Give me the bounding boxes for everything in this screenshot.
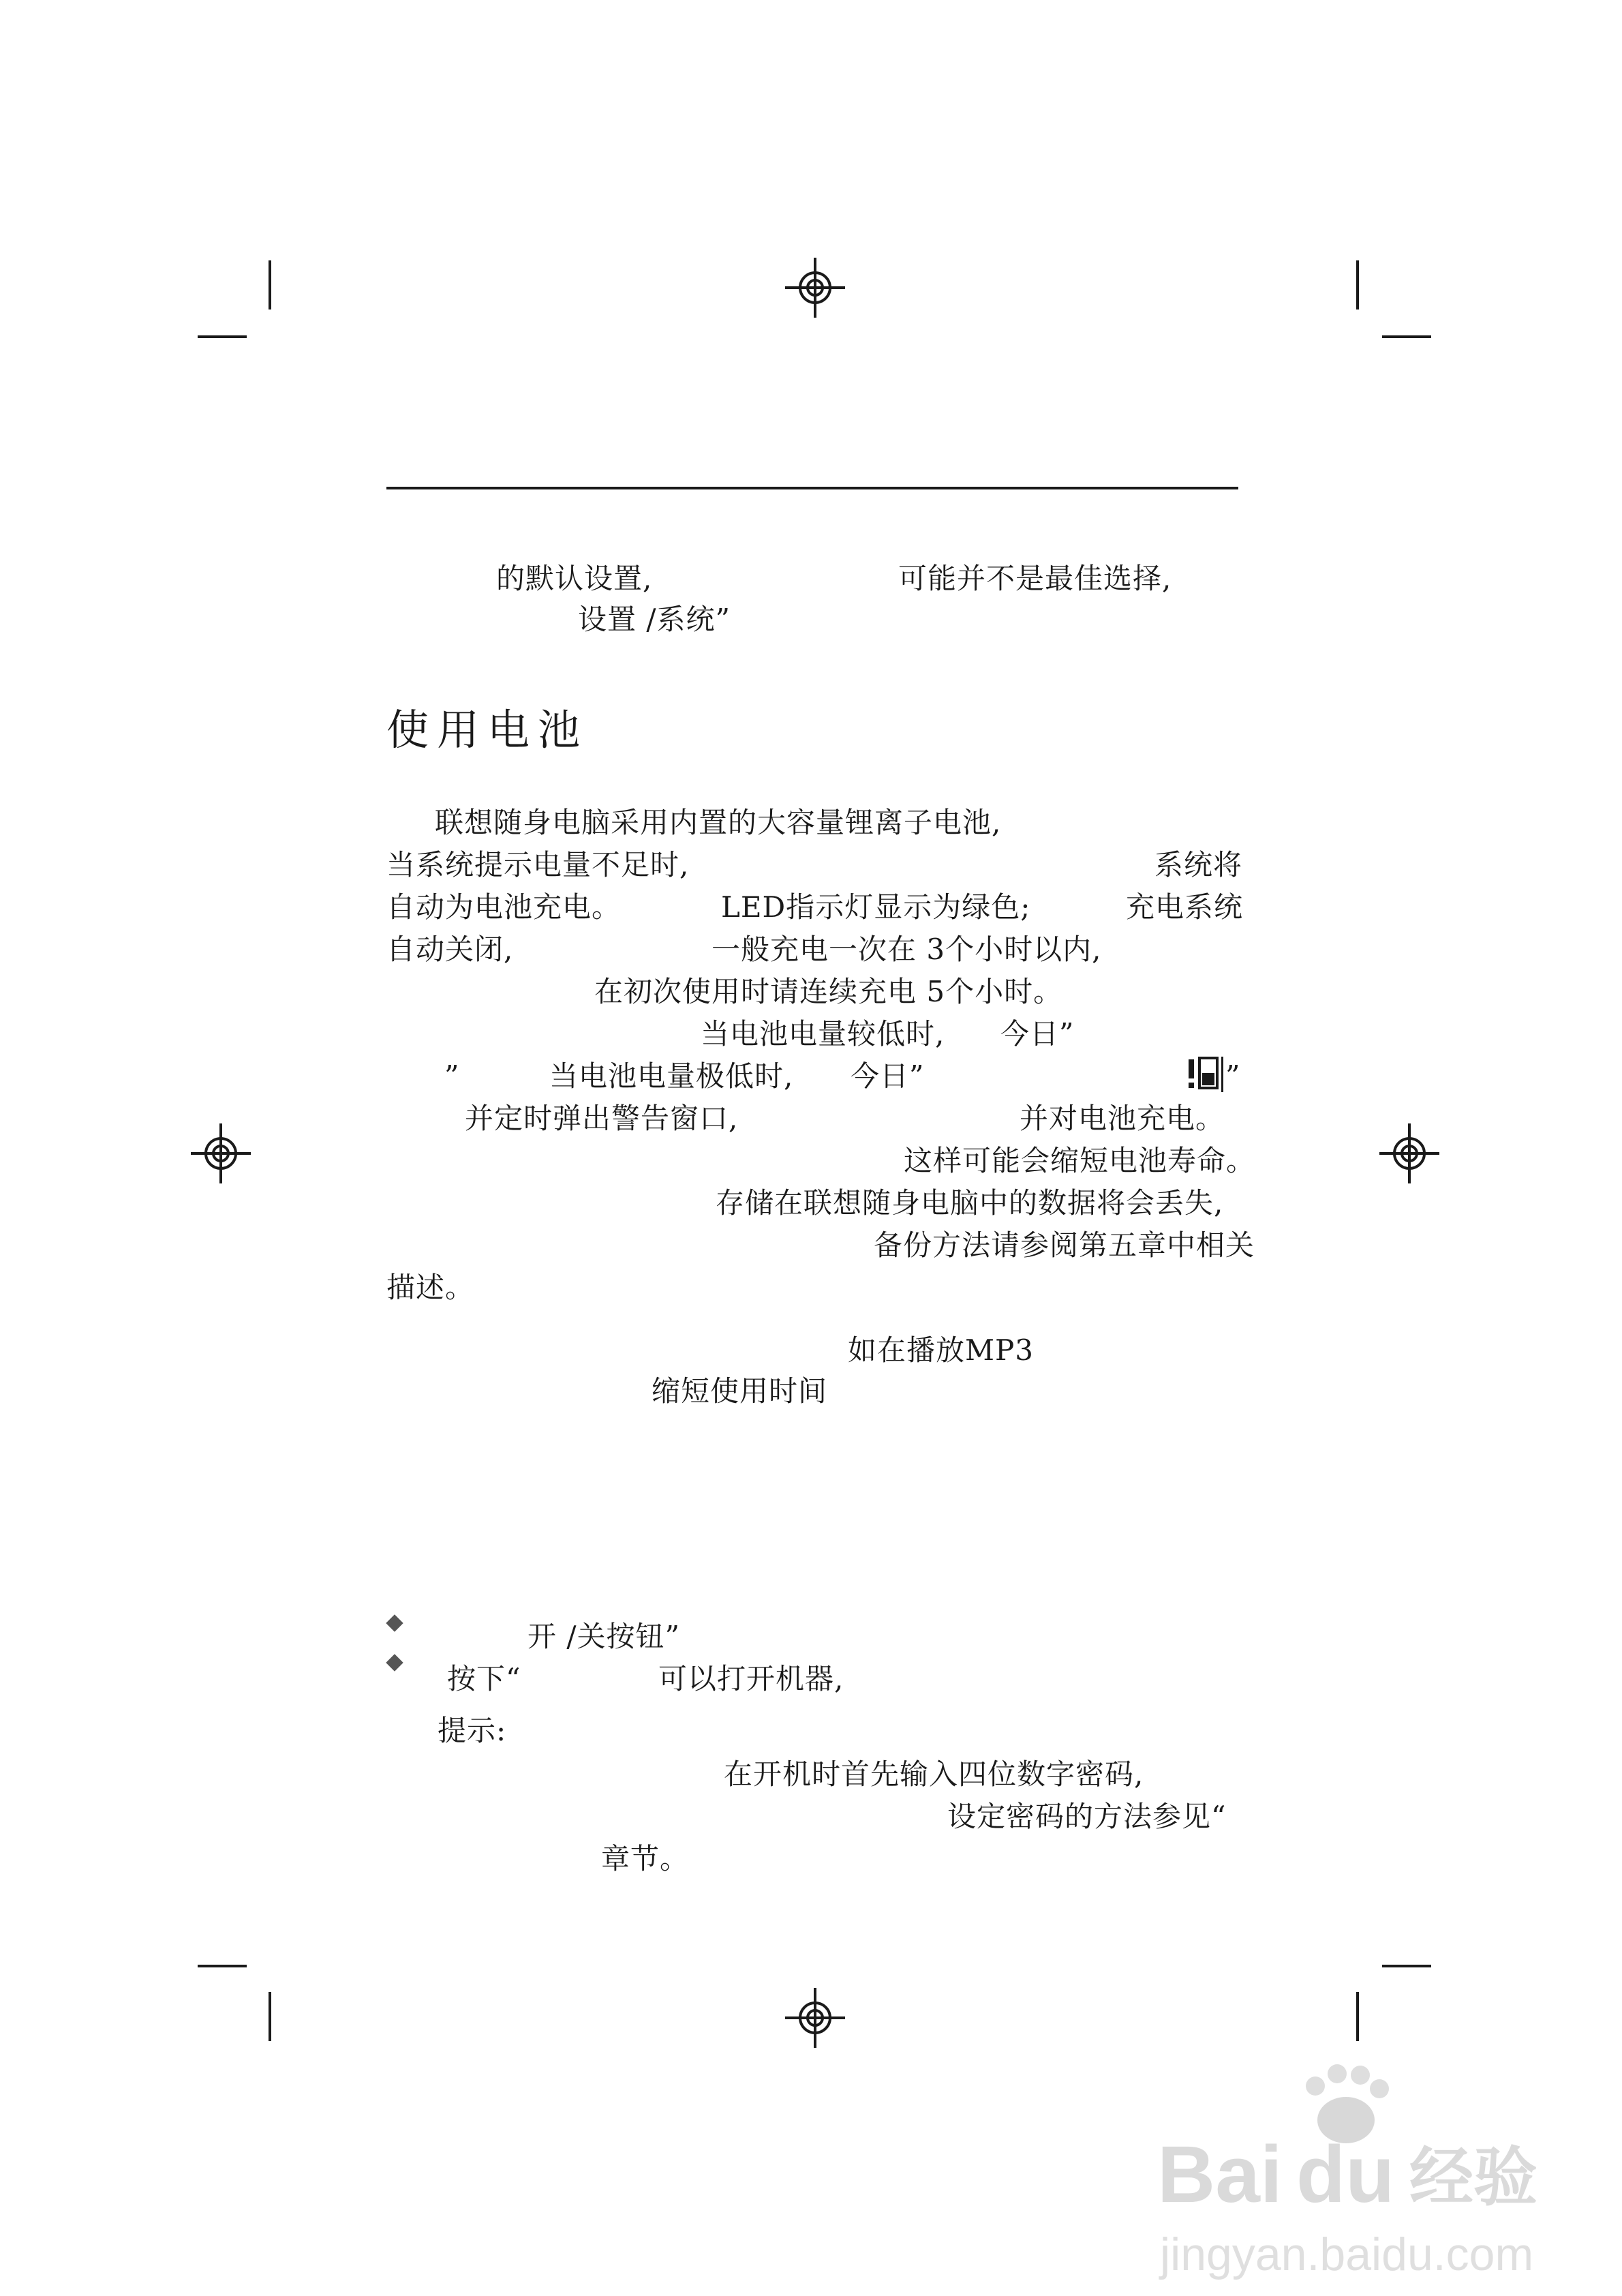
para1-line2-b: 系统将	[1154, 848, 1243, 881]
para1-line7-c: 今日”	[851, 1059, 925, 1093]
top-line1-a: 的默认设置,	[496, 562, 653, 595]
para1-line7-b: 当电池电量极低时,	[549, 1059, 794, 1093]
crop-mark-bottom-left-h	[198, 1965, 247, 1967]
bullet-diamond-icon	[386, 1614, 403, 1631]
para1-line5: 在初次使用时请连续充电 5个小时。	[594, 975, 1063, 1008]
para1-line4-b: 一般充电一次在 3个小时以内,	[711, 933, 1102, 966]
para1-line4-a: 自动关闭,	[386, 933, 514, 966]
para2-line2: 缩短使用时间	[652, 1374, 828, 1408]
top-line2: 设置 /系统”	[578, 603, 731, 636]
crop-mark-top-right-h	[1382, 335, 1431, 338]
crop-mark-bottom-right-v	[1356, 1992, 1359, 2041]
para1-line2-a: 当系统提示电量不足时,	[386, 848, 690, 881]
crop-mark-bottom-right-h	[1382, 1965, 1431, 1967]
para1-line12: 描述。	[386, 1271, 475, 1304]
registration-mark-top-icon	[782, 255, 848, 320]
bullet-1: 开 /关按钮”	[527, 1620, 680, 1653]
bullet-diamond-icon	[386, 1654, 403, 1671]
para1-line6-b: 今日”	[1000, 1017, 1075, 1051]
crop-mark-top-right-v	[1356, 260, 1359, 309]
registration-mark-right-icon	[1377, 1121, 1442, 1186]
para1-line6-a: 当电池电量较低时,	[701, 1017, 945, 1051]
section-title: 使用电池	[386, 705, 589, 755]
crop-mark-bottom-left-v	[269, 1992, 271, 2041]
tip-line2: 设定密码的方法参见“	[947, 1800, 1227, 1833]
tip-label: 提示:	[438, 1714, 507, 1747]
bullet-2: 按下“	[447, 1662, 521, 1695]
watermark-brand: Bai	[1157, 2130, 1283, 2220]
para1-line7-d: ”	[1225, 1059, 1241, 1093]
para1-line3-c: 充电系统	[1126, 890, 1244, 924]
para1-line3-a: 自动为电池充电。	[386, 890, 622, 924]
crop-mark-top-left-v	[269, 260, 271, 309]
top-line1-b: 可能并不是最佳选择,	[898, 562, 1172, 595]
para2-line1: 如在播放MP3	[848, 1333, 1034, 1367]
para1-line11: 备份方法请参阅第五章中相关	[874, 1228, 1255, 1262]
watermark-product: 经验	[1409, 2141, 1538, 2215]
baidu-jingyan-watermark	[1152, 2045, 1561, 2291]
header-rule	[386, 487, 1238, 489]
para1-line7-a: ”	[444, 1059, 460, 1093]
tip-line1: 在开机时首先输入四位数字密码,	[724, 1757, 1144, 1791]
tip-line3: 章节。	[601, 1842, 690, 1875]
para1-line3-b: LED指示灯显示为绿色;	[721, 890, 1031, 924]
watermark-brand2: du	[1296, 2130, 1395, 2220]
para1-line8-b: 并对电池充电。	[1020, 1102, 1225, 1135]
para1-line10: 存储在联想随身电脑中的数据将会丢失,	[716, 1186, 1224, 1220]
para1-line8-a: 并定时弹出警告窗口,	[465, 1102, 739, 1135]
crop-mark-top-left-h	[198, 335, 247, 338]
watermark-url: jingyan.baidu.com	[1160, 2229, 1534, 2280]
para1-line9: 这样可能会缩短电池寿命。	[904, 1144, 1256, 1177]
registration-mark-bottom-icon	[782, 1985, 848, 2051]
bullet-2-tail: 可以打开机器,	[658, 1662, 844, 1695]
para1-line1: 联想随身电脑采用内置的大容量锂离子电池,	[435, 806, 1002, 839]
registration-mark-left-icon	[188, 1121, 254, 1186]
